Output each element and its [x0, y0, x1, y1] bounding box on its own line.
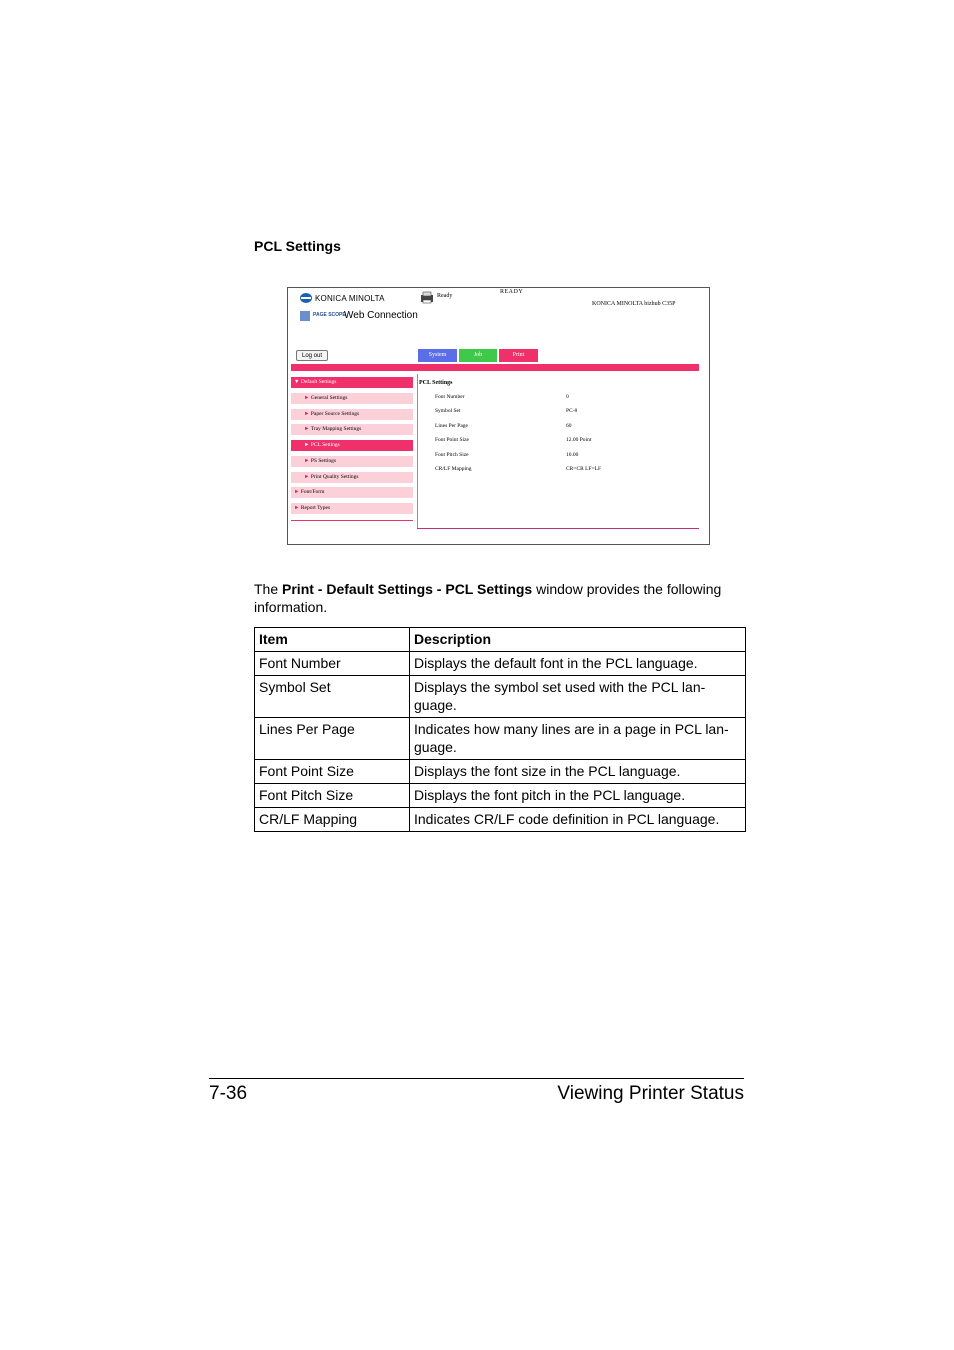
column-header-description: Description: [410, 628, 746, 652]
content-bottom-line: [417, 528, 699, 529]
setting-label: Font Point Size: [435, 437, 469, 443]
logout-button[interactable]: Log out: [296, 350, 328, 361]
sidebar-item-label: Tray Mapping Settings: [310, 426, 362, 432]
printer-icon: [420, 291, 434, 304]
content-divider: [417, 374, 418, 528]
setting-label: Font Pitch Size: [435, 452, 469, 458]
table-row: [255, 652, 746, 676]
setting-value: 0: [566, 394, 569, 400]
table-row: [255, 760, 746, 784]
sidebar-item-report-types[interactable]: [291, 503, 413, 514]
web-connection-text: Web Connection: [344, 310, 418, 321]
intro-prefix: The: [254, 581, 283, 597]
sidebar-item-label: Default Settings: [300, 379, 337, 385]
setting-label: CR/LF Mapping: [435, 466, 472, 472]
sidebar-item-label: Paper Source Settings: [310, 411, 360, 417]
tab-print[interactable]: Print: [499, 349, 538, 362]
sidebar-item-font-form[interactable]: [291, 487, 413, 498]
sidebar-item-label: PCL Settings: [310, 442, 340, 448]
setting-value: 60: [566, 423, 572, 429]
table-cell-description: Displays the font pitch in the PCL language.: [410, 784, 746, 808]
triangle-right-icon: ►: [304, 442, 310, 448]
table-cell-item: CR/LF Mapping: [255, 808, 410, 832]
sidebar-item-print-quality-settings[interactable]: [291, 472, 413, 483]
setting-label: Font Number: [435, 394, 465, 400]
sidebar-item-label: PS Settings: [310, 458, 337, 464]
pagescope-logo: [300, 310, 418, 321]
table-cell-description: Displays the symbol set used with the PCL lan-guage.: [410, 676, 746, 718]
column-header-item: Item: [255, 628, 410, 652]
setting-value: 10.00: [566, 452, 579, 458]
tab-underline-bar: [291, 364, 699, 371]
section-title: PCL Settings: [254, 238, 341, 254]
sidebar-item-general-settings[interactable]: [291, 393, 413, 404]
sidebar-item-ps-settings[interactable]: [291, 456, 413, 467]
triangle-right-icon: ►: [304, 426, 310, 432]
triangle-right-icon: ►: [304, 411, 310, 417]
triangle-right-icon: ►: [304, 458, 310, 464]
table-cell-item: Font Point Size: [255, 760, 410, 784]
brand-text: KONICA MINOLTA: [315, 293, 385, 303]
table-row: [255, 784, 746, 808]
pagescope-mark: PAGE SCOPE: [313, 312, 346, 318]
table-row: [255, 718, 746, 760]
panel-title: PCL Settings: [419, 380, 453, 386]
intro-bold-path: Print - Default Settings - PCL Settings: [282, 581, 533, 597]
sidebar-item-label: Report Types: [300, 505, 331, 511]
setting-value: CR=CR LF=LF: [566, 466, 602, 472]
web-connection-screenshot: [287, 287, 710, 545]
setting-value: 12.00 Point: [566, 437, 592, 443]
table-cell-description: Indicates how many lines are in a page in PCL lan-guage.: [410, 718, 746, 760]
konica-minolta-logo: [300, 293, 385, 303]
tab-system[interactable]: System: [418, 349, 457, 362]
triangle-right-icon: ►: [304, 474, 310, 480]
konica-minolta-logo-icon: [300, 293, 312, 303]
status-big: READY: [500, 289, 524, 295]
setting-value: PC-8: [566, 408, 578, 414]
triangle-right-icon: ►: [304, 395, 310, 401]
intro-paragraph: [254, 580, 754, 616]
sidebar-item-tray-mapping-settings[interactable]: [291, 424, 413, 435]
table-row: [255, 808, 746, 832]
sidebar-divider: [291, 520, 413, 521]
table-cell-description: Displays the default font in the PCL language.: [410, 652, 746, 676]
triangle-down-icon: ▼: [294, 379, 300, 385]
sidebar-item-label: Print Quality Settings: [310, 474, 359, 480]
table-cell-item: Symbol Set: [255, 676, 410, 718]
table-row: [255, 676, 746, 718]
intro-suffix: window provides the following information.: [254, 581, 722, 615]
sidebar-item-paper-source-settings[interactable]: [291, 409, 413, 420]
setting-label: Lines Per Page: [435, 423, 468, 429]
tab-job[interactable]: Job: [459, 349, 497, 362]
sidebar-item-label: General Settings: [310, 395, 348, 401]
table-cell-item: Font Pitch Size: [255, 784, 410, 808]
footer-rule: [209, 1078, 744, 1079]
table-cell-description: Indicates CR/LF code definition in PCL language.: [410, 808, 746, 832]
status-small: Ready: [437, 293, 453, 299]
page-number: 7-36: [209, 1083, 248, 1104]
triangle-right-icon: ►: [294, 489, 300, 495]
pagescope-icon: [300, 311, 310, 321]
settings-description-table: [254, 627, 746, 832]
sidebar-item-default-settings[interactable]: [291, 377, 413, 388]
sidebar-item-label: Font/Form: [300, 489, 325, 495]
table-cell-item: Font Number: [255, 652, 410, 676]
model-name: KONICA MINOLTA bizhub C35P: [592, 301, 676, 307]
setting-label: Symbol Set: [435, 408, 461, 414]
triangle-right-icon: ►: [294, 505, 300, 511]
table-header-row: [255, 628, 746, 652]
chapter-title: Viewing Printer Status: [557, 1083, 744, 1104]
sidebar-item-pcl-settings[interactable]: [291, 440, 413, 451]
table-cell-item: Lines Per Page: [255, 718, 410, 760]
table-cell-description: Displays the font size in the PCL language.: [410, 760, 746, 784]
